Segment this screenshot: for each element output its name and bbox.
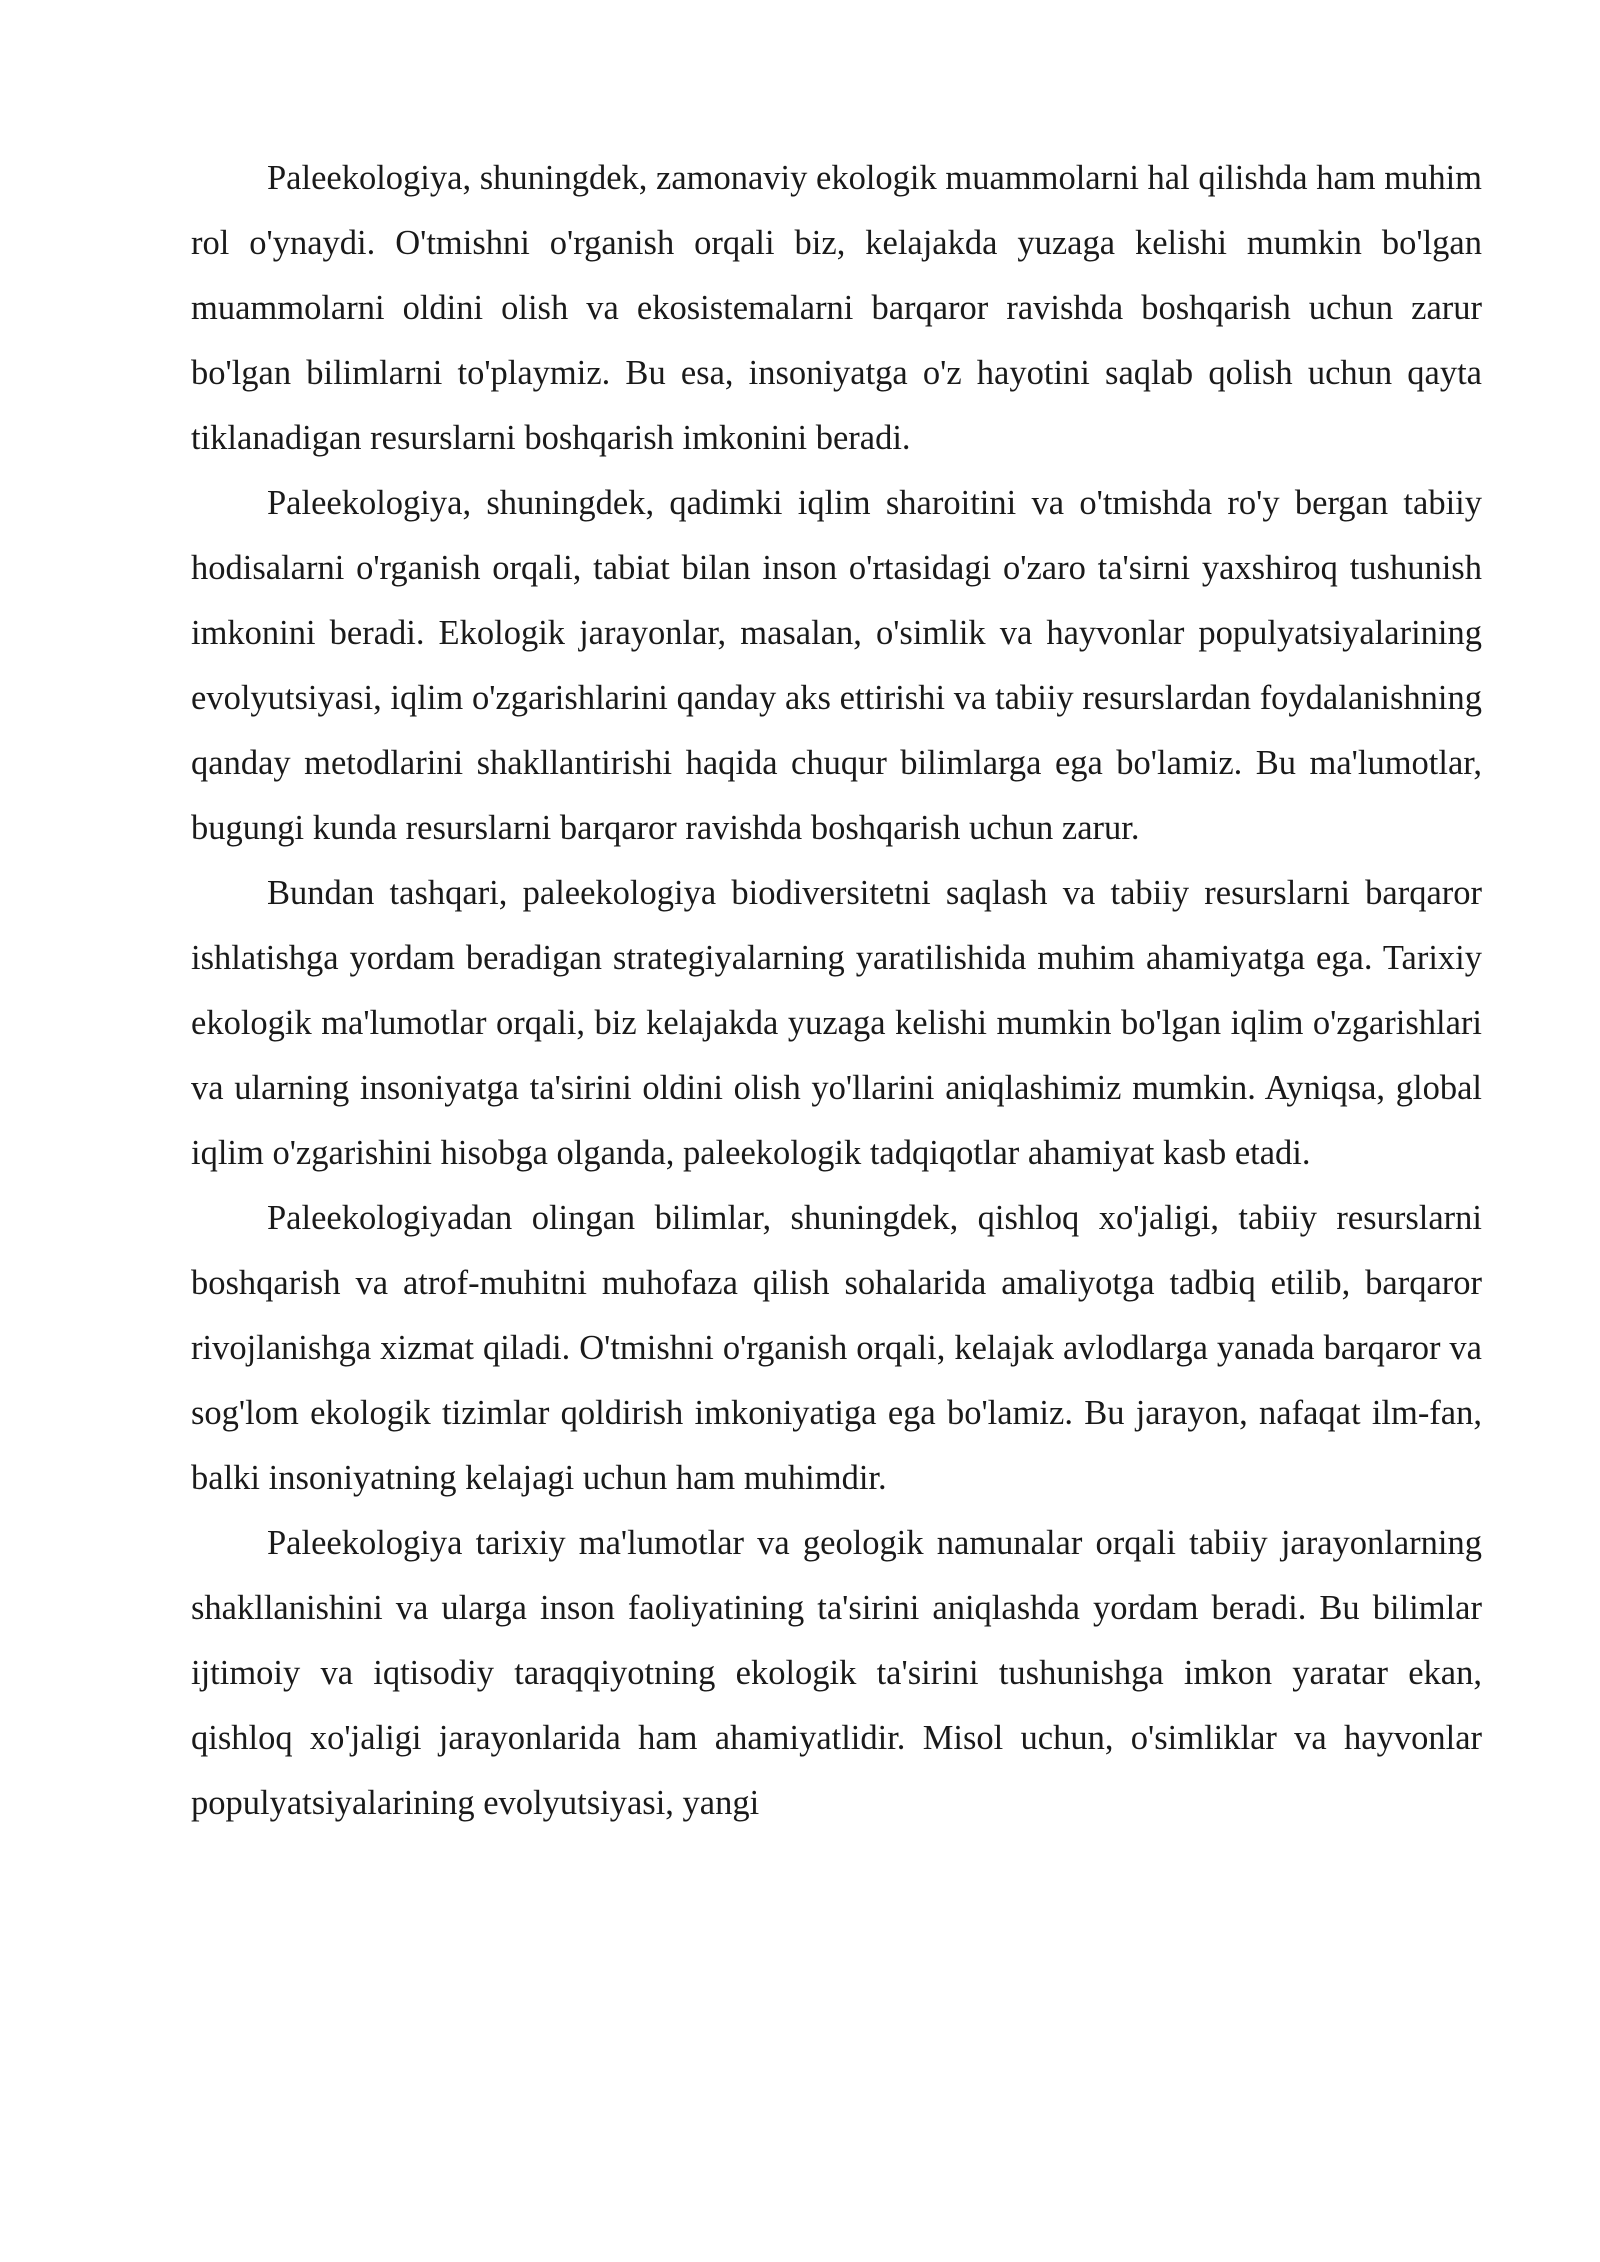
paragraph-2: Paleekologiya, shuningdek, qadimki iqlim sharoitini va o'tmishda ro'y bergan tabiiy hodisalarni o'rganish orqali, tabiat bilan inson o'rtasidagi o'zaro ta'sirni yaxshiroq tushunish imkonini beradi. Ekologik jarayonlar, masalan, o'simlik va hayvonlar populyatsiyalarining evolyutsiyasi, iqlim o'zgarishlarini qanday aks ettirishi va tabiiy resurslardan foydalanishning qanday metodlarini shakllantirishi haqida chuqur bilimlarga ega bo'lamiz. Bu ma'lumotlar, bugungi kunda resurslarni barqaror ravishda boshqarish uchun zarur. [191,484,1482,847]
document-body [191,146,1482,1836]
paragraph-1: Paleekologiya, shuningdek, zamonaviy ekologik muammolarni hal qilishda ham muhim rol o'ynaydi. O'tmishni o'rganish orqali biz, kelajakda yuzaga kelishi mumkin bo'lgan muammolarni oldini olish va ekosistemalarni barqaror ravishda boshqarish uchun zarur bo'lgan bilimlarni to'playmiz. Bu esa, insoniyatga o'z hayotini saqlab qolish uchun qayta tiklanadigan resurslarni boshqarish imkonini beradi. [191,159,1482,457]
paragraph-3: Bundan tashqari, paleekologiya biodiversitetni saqlash va tabiiy resurslarni barqaror ishlatishga yordam beradigan strategiyalarning yaratilishida muhim ahamiyatga ega. Tarixiy ekologik ma'lumotlar orqali, biz kelajakda yuzaga kelishi mumkin bo'lgan iqlim o'zgarishlari va ularning insoniyatga ta'sirini oldini olish yo'llarini aniqlashimiz mumkin. Ayniqsa, global iqlim o'zgarishini hisobga olganda, paleekologik tadqiqotlar ahamiyat kasb etadi. [191,874,1482,1172]
paragraph-4: Paleekologiyadan olingan bilimlar, shuningdek, qishloq xo'jaligi, tabiiy resurslarni boshqarish va atrof-muhitni muhofaza qilish sohalarida amaliyotga tadbiq etilib, barqaror rivojlanishga xizmat qiladi. O'tmishni o'rganish orqali, kelajak avlodlarga yanada barqaror va sog'lom ekologik tizimlar qoldirish imkoniyatiga ega bo'lamiz. Bu jarayon, nafaqat ilm-fan, balki insoniyatning kelajagi uchun ham muhimdir. [191,1199,1482,1497]
paragraph-5: Paleekologiya tarixiy ma'lumotlar va geologik namunalar orqali tabiiy jarayonlarning shakllanishini va ularga inson faoliyatining ta'sirini aniqlashda yordam beradi. Bu bilimlar ijtimoiy va iqtisodiy taraqqiyotning ekologik ta'sirini tushunishga imkon yaratar ekan, qishloq xo'jaligi jarayonlarida ham ahamiyatlidir. Misol uchun, o'simliklar va hayvonlar populyatsiyalarining evolyutsiyasi, yangi [191,1524,1482,1822]
